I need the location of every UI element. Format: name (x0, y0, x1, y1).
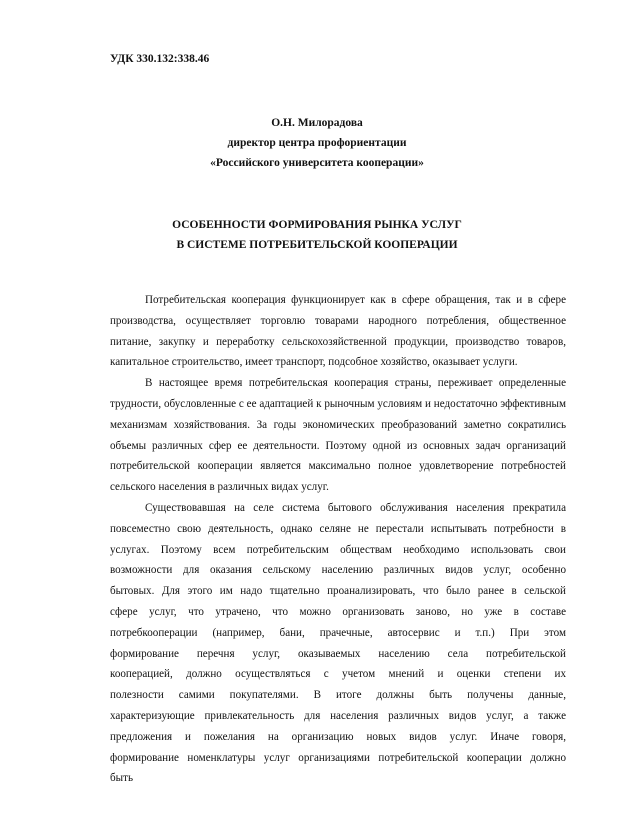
paragraph-1: Потребительская кооперация функционирует как в сфере обращения, так и в сфере производства, осуществляет торговлю товарами народного потребления, общественное питание, закупку и переработку сельскохозяйственной продукции, производство товаров, капитальное строительство, имеет транспорт, подсобное хозяйство, оказывает услуги. (110, 294, 566, 369)
author-position: директор центра профориентации (227, 137, 407, 149)
article-title (0, 215, 634, 255)
paragraph-3: Существовавшая на селе система бытового обслуживания населения прекратила повсеместно свою деятельность, однако селяне не перестали испытывать потребности в услугах. Поэтому всем потребительским обществам необходимо использовать свои возможности для оказания сельскому населению различных видов услуг, особенно бытовых. Для этого им надо тщательно проанализировать, что было ранее в сельской сфере услуг, что утрачено, что можно организовать заново, но уже в составе потребкооперации (например, бани, прачечные, автосервис и т.п.) При этом формирование перечня услуг, оказываемых населению села потребительской кооперацией, должно осуществляться с учетом мнений и оценки степени их полезности самими покупателями. В итоге должны быть получены данные, характеризующие привлекательность для населения различных видов услуг, а также предложения и пожелания на организацию новых видов услуг. Иначе говоря, формирование номенклатуры услуг организациями потребительской кооперации должно быть (110, 501, 566, 785)
title-line-2: В СИСТЕМЕ ПОТРЕБИТЕЛЬСКОЙ КООПЕРАЦИИ (176, 239, 458, 251)
paragraph-2: В настоящее время потребительская кооперация страны, переживает определенные трудности, обусловленные с ее адаптацией к рыночным условиям и недостаточно эффективным механизмам хозяйствования. За годы экономических преобразований заметно сократились объемы различных сфер ее деятельности. Поэтому одной из основных задач организаций потребительской кооперации является максимально полное удовлетворение потребностей сельского населения в различных видах услуг. (110, 377, 566, 494)
udk-code: УДК 330.132:338.46 (110, 53, 210, 65)
author-name: О.Н. Милорадова (271, 117, 363, 129)
title-line-1: ОСОБЕННОСТИ ФОРМИРОВАНИЯ РЫНКА УСЛУГ (172, 219, 462, 231)
article-body (110, 290, 566, 789)
author-block (0, 113, 634, 173)
author-organization: «Российского университета кооперации» (210, 157, 424, 169)
